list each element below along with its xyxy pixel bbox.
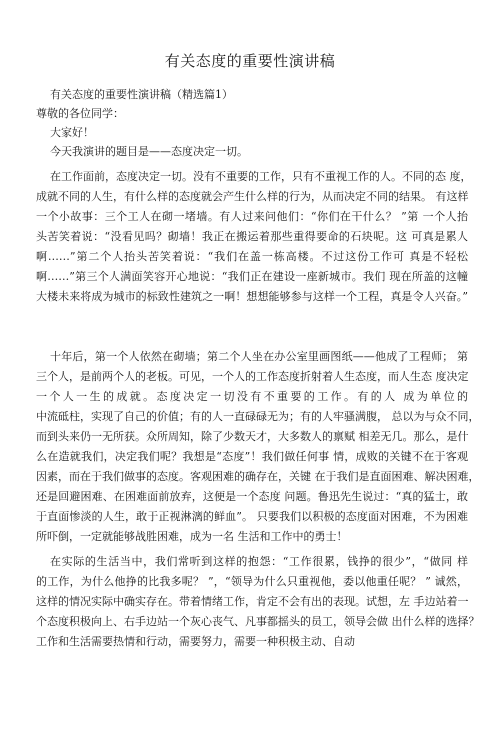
paragraph-line: 头苦笑着说：“没看见吗？砌墙！我正在搬运着那些重得要命的石块呢。这 可真是累人: [36, 230, 468, 243]
paragraph-line: 的工作，为什么他挣的比我多呢？ ”，“领导为什么只重视他，委以他重任呢？ ” 诚然，: [36, 575, 468, 588]
paragraph-line: 在工作面前，态度决定一切。没有不重要的工作，只有不重视工作的人。不同的态 度，: [50, 170, 472, 183]
salutation-line: 尊敬的各位同学：: [36, 107, 124, 120]
paragraph-line: 啊……”第二个人抬头苦笑着说：“我们在盖一栋高楼。不过这份工作可 真是不轻松: [36, 250, 468, 263]
paragraph-line: 一个人一生的成就。态度决定一切没有不重要的工作。有的人 成为单位的: [36, 390, 468, 403]
paragraph-line: 所吓倒，一定就能够战胜困难，成为一名 生活和工作中的勇士！: [36, 530, 348, 543]
paragraph-line: 于直面惨淡的人生，敢于正视淋漓的鲜血”。 只要我们以积极的态度面对困难，不为困难: [36, 510, 468, 523]
paragraph-line: 这样的情况实际中确实存在。带着情绪工作，肯定不会有出的表现。试想，左 手边站着一: [36, 595, 469, 608]
paragraph-line: 中流砥柱，实现了自己的价值；有的人一直碌碌无为；有的人牢骚满腹， 总以为与众不同，: [36, 410, 480, 423]
document-title: 有关态度的重要性演讲稿: [164, 52, 336, 70]
paragraph-line: 在实际的生活当中，我们常听到这样的抱怨：“工作很累，钱挣的很少”，“做同 样: [50, 555, 468, 568]
paragraph-line: 个态度积极向上、右手边站一个灰心丧气、凡事都摇头的员工，领导会做 出什么样的选择？: [36, 615, 480, 628]
paragraph-line: 十年后，第一个人依然在砌墙；第二个人坐在办公室里画图纸——他成了工程师； 第: [50, 350, 468, 363]
paragraph-line: 一个小故事：三个工人在砌一堵墙。有人过来问他们：“你们在干什么？ ”第 一个人抬: [36, 210, 468, 223]
paragraph-line: 三个人，是前两个人的老板。可见，一个人的工作态度折射着人生态度，而人生态 度决定: [36, 370, 469, 383]
subtitle-line: 有关态度的重要性演讲稿（精选篇1）: [50, 88, 233, 101]
paragraph-line: 还是回避困难、在困难面前放弃，这便是一个态度 问题。鲁迅先生说过：“真的猛士，敢: [36, 490, 468, 503]
paragraph-line: 成就不同的人生，有什么样的态度就会产生什么样的行为，从而决定不同的结果。 有这样: [36, 190, 469, 203]
paragraph-line: 而到头来仍一无所获。众所周知，除了少数天才，大多数人的禀赋 相差无几。那么，是什: [36, 430, 469, 443]
paragraph-line: 么在造就我们，决定我们呢？我想是“态度”！我们做任何事 情，成败的关键不在于客观: [36, 450, 468, 463]
paragraph-line: 因素，而在于我们做事的态度。客观困难的确存在，关键 在于我们是直面困难、解决困难，: [36, 470, 480, 483]
greeting-line: 大家好！: [50, 126, 94, 139]
paragraph-line: 啊……”第三个人满面笑容开心地说：“我们正在建设一座新城市。我们 现在所盖的这幢: [36, 270, 468, 283]
paragraph-line: 工作和生活需要热情和行动，需要努力，需要一种积极主动、自动: [36, 635, 355, 648]
paragraph-line: 大楼未来将成为城市的标致性建筑之一啊！想想能够参与这样一个工程，真是令人兴奋。”: [36, 290, 468, 303]
topic-line: 今天我演讲的题目是——态度决定一切。: [50, 145, 248, 158]
